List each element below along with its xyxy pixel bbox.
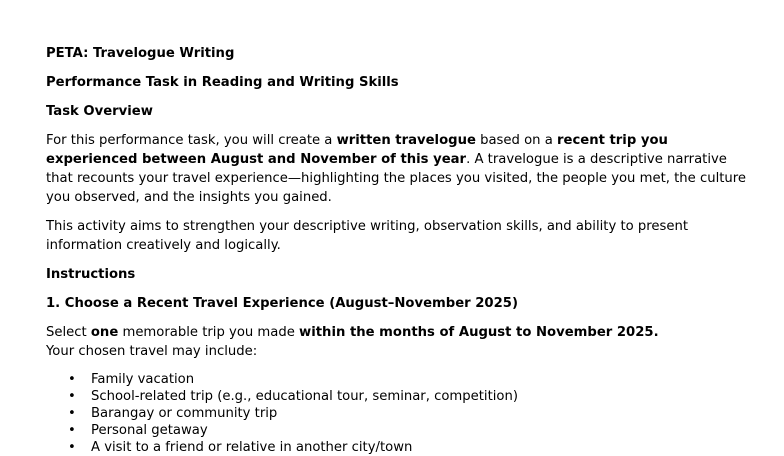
list-item-text: A visit to a friend or relative in another city/town xyxy=(91,440,413,455)
list-item xyxy=(46,388,746,405)
document-title: PETA: Travelogue Writing xyxy=(46,46,235,61)
step1-bold-1: one xyxy=(90,325,119,340)
document-content xyxy=(46,44,746,456)
list-item-text: Personal getaway xyxy=(91,423,208,438)
overview-p1-text-2: based on a xyxy=(475,133,557,148)
document-subtitle: Performance Task in Reading and Writing Skills xyxy=(46,75,399,90)
step1-line-2: Your chosen travel may include: xyxy=(46,344,258,359)
bullet-icon: • xyxy=(68,406,76,421)
list-item-text: Family vacation xyxy=(91,372,195,387)
step1-bold-2: within the months of August to November 2025. xyxy=(299,325,659,340)
travel-options-list xyxy=(46,371,746,456)
bullet-icon: • xyxy=(68,372,76,387)
instructions-heading: Instructions xyxy=(46,267,136,282)
step-1-heading: 1. Choose a Recent Travel Experience (August–November 2025) xyxy=(46,296,518,311)
list-item xyxy=(46,422,746,439)
list-item xyxy=(46,371,746,388)
bullet-icon: • xyxy=(68,389,76,404)
task-overview-heading: Task Overview xyxy=(46,104,153,119)
overview-paragraph-2: This activity aims to strengthen your descriptive writing, observation skills, and ability to present information creatively and logically. xyxy=(46,219,689,253)
list-item xyxy=(46,405,746,422)
overview-paragraph-1 xyxy=(46,131,746,207)
overview-p1-text-3: . A travelogue is a descriptive narrative that recounts your travel experience—highlighting the places you visited, the people you met, the culture you observed, and the insights you gained. xyxy=(46,152,747,205)
overview-p1-text-1: For this performance task, you will create a xyxy=(46,133,337,148)
list-item-text: School-related trip (e.g., educational tour, seminar, competition) xyxy=(91,389,518,404)
bullet-icon: • xyxy=(68,423,76,438)
step-1-paragraph xyxy=(46,323,746,361)
step1-text-1: Select xyxy=(46,325,91,340)
list-item-text: Barangay or community trip xyxy=(91,406,278,421)
bullet-icon: • xyxy=(68,440,76,455)
list-item xyxy=(46,439,746,456)
step1-text-2: memorable trip you made xyxy=(118,325,300,340)
overview-p1-bold-1: written travelogue xyxy=(336,133,476,148)
overview-p1-bold-2: recent trip you experienced between August and November of this year xyxy=(46,133,668,167)
